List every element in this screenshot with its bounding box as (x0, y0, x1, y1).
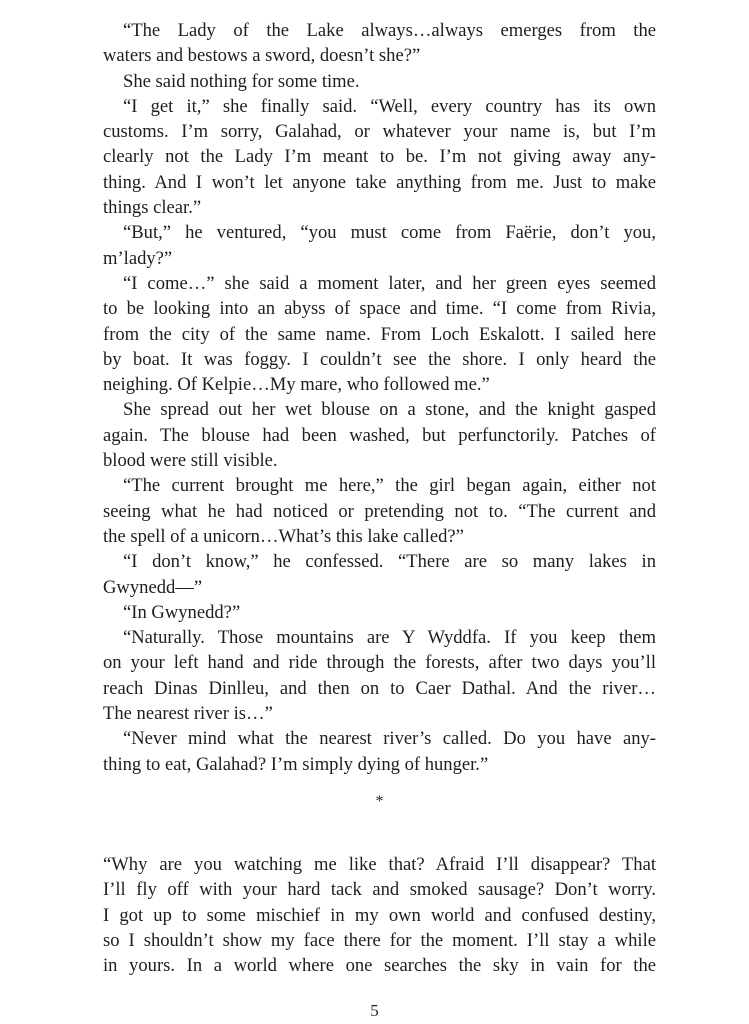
text-line: Gwynedd—” (103, 576, 203, 598)
text-line: so I shouldn’t show my face there for the moment. I’ll stay a while (103, 929, 656, 951)
text-line: “I come…” she said a moment later, and her green eyes seemed (123, 272, 656, 294)
text-line: neighing. Of Kelpie…My mare, who followed me.” (103, 374, 490, 396)
text-line: to be looking into an abyss of space and time. “I come from Rivia, (103, 298, 656, 320)
text-line: the spell of a unicorn…What’s this lake called?” (103, 525, 464, 547)
text-line: “But,” he ventured, “you must come from Faërie, don’t you, (123, 222, 656, 244)
text-line: I got up to some mischief in my own world and confused destiny, (103, 904, 656, 926)
text-line: She said nothing for some time. (123, 70, 360, 92)
text-line: thing. And I won’t let anyone take anything from me. Just to make (103, 171, 656, 193)
text-line: “Why are you watching me like that? Afraid I’ll disappear? That (103, 853, 656, 875)
section-break: * (375, 792, 384, 810)
text-line: “The Lady of the Lake always…always emerges from the (123, 20, 656, 41)
text-line: waters and bestows a sword, doesn’t she?” (103, 45, 421, 67)
text-line: on your left hand and ride through the forests, after two days you’ll (103, 652, 656, 674)
page-number: 5 (370, 1001, 379, 1020)
text-line: “In Gwynedd?” (123, 601, 241, 623)
text-line: reach Dinas Dinlleu, and then on to Caer Dathal. And the river… (103, 677, 656, 699)
text-line: seeing what he had noticed or pretending not to. “The current and (103, 500, 656, 522)
text-line: from the city of the same name. From Loch Eskalott. I sailed here (103, 323, 656, 345)
text-line: She spread out her wet blouse on a stone, and the knight gasped (123, 399, 656, 421)
text-line: m’lady?” (103, 247, 173, 269)
text-line: “The current brought me here,” the girl began again, either not (123, 475, 656, 497)
text-line: “Naturally. Those mountains are Y Wyddfa. If you keep them (123, 627, 656, 649)
text-line: things clear.” (103, 197, 202, 219)
text-line: clearly not the Lady I’m meant to be. I’m not giving away any- (103, 146, 656, 168)
text-line: I’ll fly off with your hard tack and smoked sausage? Don’t worry. (103, 879, 656, 901)
text-line: The nearest river is…” (103, 703, 273, 725)
text-line: “I don’t know,” he confessed. “There are so many lakes in (123, 551, 656, 573)
text-line: “I get it,” she finally said. “Well, every country has its own (123, 95, 656, 117)
text-line: in yours. In a world where one searches the sky in vain for the (103, 955, 656, 977)
text-line: customs. I’m sorry, Galahad, or whatever your name is, but I’m (103, 121, 656, 143)
text-line: blood were still visible. (103, 450, 278, 472)
text-line: thing to eat, Galahad? I’m simply dying of hunger.” (103, 753, 489, 775)
book-page (103, 18, 656, 978)
text-line: by boat. It was foggy. I couldn’t see the shore. I only heard the (103, 348, 656, 370)
text-line: again. The blouse had been washed, but perfunctorily. Patches of (103, 424, 656, 446)
text-line: “Never mind what the nearest river’s called. Do you have any- (123, 728, 656, 750)
